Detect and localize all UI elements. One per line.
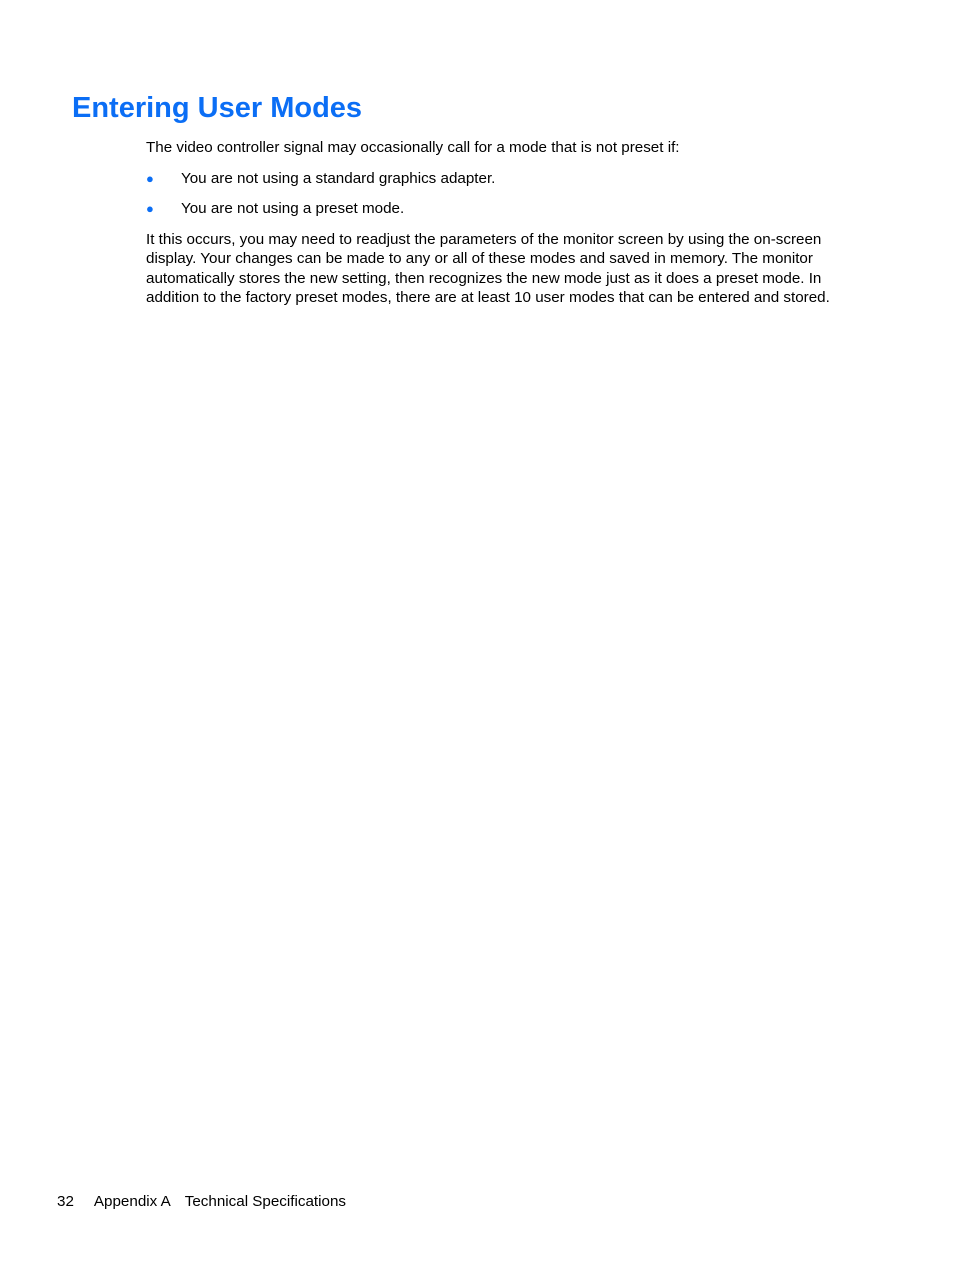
list-item-text: You are not using a preset mode. (181, 200, 405, 217)
page-footer (57, 1192, 346, 1211)
bullet-icon: ● (146, 171, 154, 186)
footer-appendix: Appendix A (93, 1193, 171, 1210)
list-item-text: You are not using a standard graphics adapter. (181, 170, 496, 187)
intro-paragraph: The video controller signal may occasionally call for a mode that is not preset if: (146, 139, 680, 156)
bullet-icon: ● (146, 201, 154, 216)
body-paragraph: It this occurs, you may need to readjust the parameters of the monitor screen by using the on-screen display. Your changes can be made to any or all of these modes and saved in memory. The monitor automatically stores the new setting, then recognizes the new mode just as it does a preset mode. In addition to the factory preset modes, there are at least 10 user modes that can be entered and stored. (146, 231, 830, 306)
page-number: 32 (57, 1193, 74, 1210)
page-title: Entering User Modes (72, 92, 363, 124)
footer-section-title: Technical Specifications (184, 1193, 346, 1210)
